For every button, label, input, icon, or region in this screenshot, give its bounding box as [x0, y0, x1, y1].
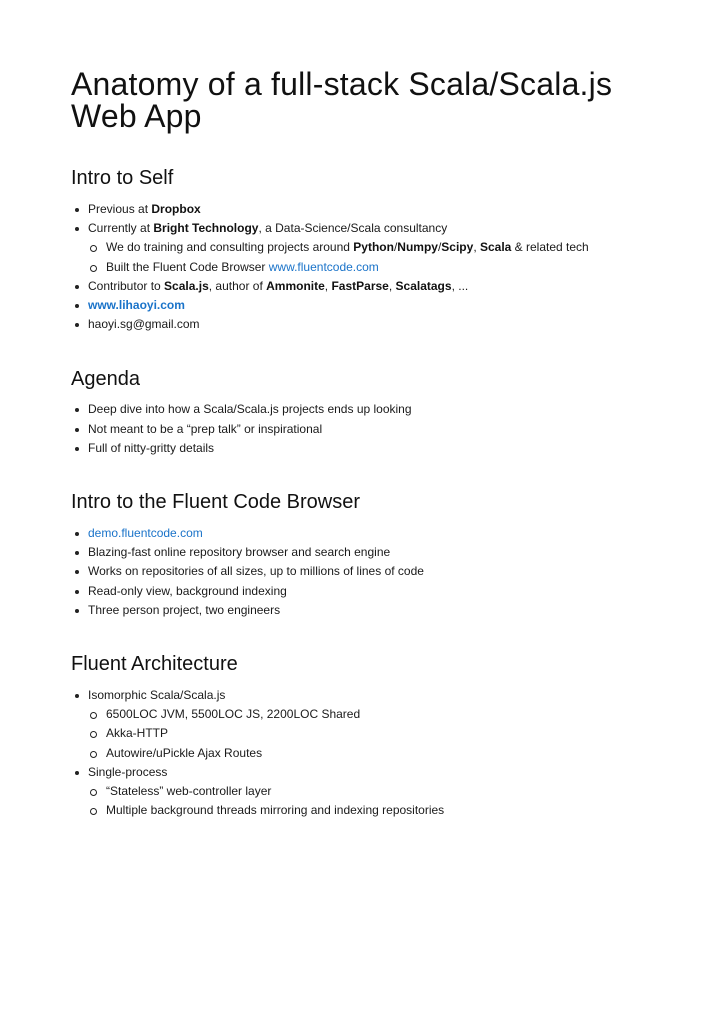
fluentcode-link[interactable]: www.fluentcode.com — [268, 259, 379, 274]
section-heading: Fluent Architecture — [71, 653, 238, 676]
text: , — [473, 240, 480, 255]
section-heading: Intro to the Fluent Code Browser — [71, 491, 361, 514]
sub-bullet-list — [88, 238, 660, 276]
company-name: Dropbox — [151, 202, 201, 216]
list-item: Full of nitty-gritty details — [71, 439, 660, 458]
text: Contributor to — [88, 278, 165, 293]
text: Single-process — [88, 764, 168, 779]
section-heading: Agenda — [71, 368, 140, 391]
list-item: Deep dive into how a Scala/Scala.js projects ends up looking — [71, 400, 660, 419]
page-title: Anatomy of a full-stack Scala/Scala.js Web App — [71, 66, 613, 134]
list-item: Three person project, two engineers — [71, 601, 660, 620]
section-fluent-intro — [71, 490, 660, 620]
text: , — [388, 278, 396, 293]
bullet-list — [71, 200, 660, 334]
list-item: Works on repositories of all sizes, up to millions of lines of code — [71, 562, 660, 581]
list-item-training — [88, 238, 660, 257]
tech-name: Scala — [479, 240, 512, 255]
list-item-email: haoyi.sg@gmail.com — [71, 315, 660, 334]
text: , a Data-Science/Scala consultancy — [258, 221, 448, 236]
list-item: Read-only view, background indexing — [71, 582, 660, 601]
list-item: Autowire/uPickle Ajax Routes — [88, 744, 660, 763]
project-name: Scala.js — [164, 278, 209, 293]
list-item: “Stateless” web-controller layer — [88, 782, 660, 801]
bullet-list — [71, 400, 660, 458]
text: Currently at — [88, 221, 154, 236]
text: , author of — [208, 278, 267, 293]
project-name: Ammonite — [266, 278, 325, 293]
list-item-contributor — [71, 277, 660, 296]
website-link[interactable]: www.lihaoyi.com — [88, 298, 185, 313]
list-item-current — [71, 219, 660, 277]
tech-name: Python — [353, 240, 394, 255]
list-item: Multiple background threads mirroring and indexing repositories — [88, 801, 660, 820]
section-agenda — [71, 367, 660, 458]
list-item: 6500LOC JVM, 5500LOC JS, 2200LOC Shared — [88, 705, 660, 724]
demo-link[interactable]: demo.fluentcode.com — [88, 526, 203, 541]
section-intro-to-self — [71, 166, 660, 334]
text: We do training and consulting projects around — [106, 240, 354, 255]
tech-name: Scipy — [441, 240, 474, 255]
list-item: Not meant to be a “prep talk” or inspirational — [71, 420, 660, 439]
bullet-list — [71, 524, 660, 620]
section-heading: Intro to Self — [71, 167, 174, 189]
sub-bullet-list — [88, 782, 660, 820]
text: , ... — [451, 278, 469, 293]
section-fluent-architecture — [71, 652, 660, 820]
bullet-list — [71, 686, 660, 820]
text: / — [437, 240, 442, 255]
sub-bullet-list — [88, 705, 660, 763]
list-item-previous — [71, 200, 660, 219]
text: Isomorphic Scala/Scala.js — [88, 688, 226, 703]
text: Previous at — [88, 202, 152, 216]
text: & related tech — [511, 240, 589, 255]
list-item-single-process — [71, 763, 660, 821]
list-item-website — [71, 296, 660, 315]
list-item-demo — [71, 524, 660, 543]
project-name: Scalatags — [395, 278, 452, 293]
project-name: FastParse — [331, 278, 389, 293]
list-item-isomorphic — [71, 686, 660, 763]
text: , — [324, 278, 332, 293]
company-name: Bright Technology — [153, 221, 259, 236]
list-item: Akka-HTTP — [88, 724, 660, 743]
text: Built the Fluent Code Browser — [106, 259, 269, 274]
list-item: Blazing-fast online repository browser and search engine — [71, 543, 660, 562]
list-item-built — [88, 258, 660, 277]
tech-name: Numpy — [397, 240, 438, 255]
text: / — [393, 240, 398, 255]
